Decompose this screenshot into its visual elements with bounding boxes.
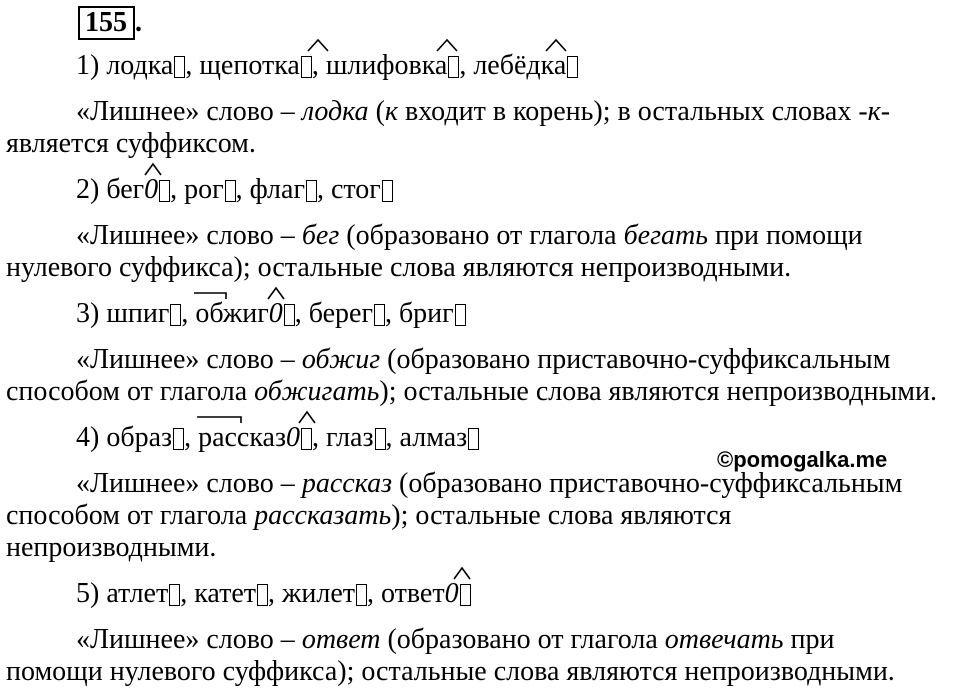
- text: при: [783, 624, 835, 655]
- text: (образовано от глагола: [339, 220, 624, 251]
- group-3-words: [76, 298, 466, 330]
- word-text: , рог: [170, 174, 224, 205]
- word-text: образ: [106, 422, 173, 453]
- group-4-words: [76, 422, 479, 454]
- exercise-number-box: 155: [78, 6, 135, 40]
- group-4-explain-line-1: [76, 468, 902, 500]
- text: (образовано приставочно-суффиксальным: [392, 468, 903, 499]
- odd-word: обжиг: [301, 344, 381, 375]
- word-lodka: [106, 50, 185, 82]
- group-2-explain-line-2: нулевого суффикса); остальные слова являются непроизводными.: [6, 252, 792, 283]
- word-text: , лебёдка: [459, 50, 567, 81]
- zero-suffix: 0: [444, 578, 459, 609]
- text: ); остальные слова являются: [391, 500, 732, 531]
- text: «Лишнее» слово –: [76, 624, 302, 655]
- word-text: , жилет: [268, 578, 355, 609]
- word-text: , алмаз: [385, 422, 468, 453]
- group-1-explain-line-2: является суффиксом.: [6, 128, 256, 159]
- word-shpig: [106, 298, 181, 330]
- word-text: , рассказ: [184, 422, 287, 453]
- odd-word: ответ: [301, 624, 381, 655]
- group-2-num: 2): [76, 174, 100, 205]
- word-obraz: [106, 422, 184, 454]
- text: (образовано приставочно-суффиксальным: [380, 344, 891, 375]
- italic-text: к: [384, 96, 398, 127]
- group-5-explain-line-2: помощи нулевого суффикса); остальные слова являются непроизводными.: [6, 656, 895, 687]
- zero-suffix: 0: [144, 174, 159, 205]
- word-text: , бриг: [384, 298, 454, 329]
- ending-box: [468, 428, 479, 450]
- word-text: , стог: [316, 174, 381, 205]
- ending-box: [306, 180, 317, 202]
- word-text: , обжиг: [181, 298, 269, 329]
- group-4-explain-line-3: непроизводными.: [6, 532, 217, 563]
- word-zhilet: [268, 578, 367, 610]
- ending-box: [225, 180, 236, 202]
- ending-box: [169, 584, 180, 606]
- italic-text: бегать: [623, 220, 708, 251]
- zero-suffix: 0: [286, 422, 301, 453]
- text: ); остальные слова являются непроизводными.: [379, 376, 937, 407]
- exercise-number: [78, 6, 142, 40]
- word-obzhig: [181, 298, 294, 330]
- word-text: , катет: [180, 578, 257, 609]
- word-glaz: [312, 422, 386, 454]
- group-3-num: 3): [76, 298, 100, 329]
- text: «Лишнее» слово –: [76, 220, 302, 251]
- group-1-explain-line-1: [76, 96, 890, 128]
- group-1-num: 1): [76, 50, 100, 81]
- word-text: шпиг: [106, 298, 170, 329]
- word-text: , флаг: [235, 174, 305, 205]
- ending-box: [284, 304, 295, 326]
- italic-text: отвечать: [664, 624, 784, 655]
- text: (образовано от глагола: [380, 624, 665, 655]
- word-text: , щепотка: [185, 50, 300, 81]
- watermark: ©pomogalka.me: [717, 447, 888, 472]
- word-lebyodka: [459, 50, 578, 82]
- ending-box: [382, 180, 393, 202]
- odd-word: лодка: [301, 96, 369, 127]
- ending-box: [448, 56, 459, 78]
- ending-box: [460, 584, 471, 606]
- word-almaz: [386, 422, 480, 454]
- ending-box: [170, 304, 181, 326]
- group-2-words: [76, 174, 393, 206]
- word-rasskaz: [184, 422, 312, 454]
- ending-box: [455, 304, 466, 326]
- italic-text: обжигать: [254, 376, 380, 407]
- group-1-words: [76, 50, 578, 82]
- word-text: лодка: [106, 50, 174, 81]
- exercise-number-dot: .: [135, 7, 142, 38]
- text: при помощи: [707, 220, 863, 251]
- ending-box: [173, 428, 184, 450]
- ending-box: [301, 56, 312, 78]
- odd-word: бег: [301, 220, 340, 251]
- word-text: , шлифовка: [311, 50, 448, 81]
- text: (: [368, 96, 385, 127]
- ending-box: [301, 428, 312, 450]
- group-4-num: 4): [76, 422, 100, 453]
- italic-text: рассказать: [254, 500, 392, 531]
- text: «Лишнее» слово –: [76, 344, 302, 375]
- group-5-explain-line-1: [76, 624, 835, 656]
- word-text: , глаз: [312, 422, 374, 453]
- ending-box: [174, 56, 185, 78]
- group-4-explain-line-2: [6, 500, 731, 532]
- word-stog: [317, 174, 393, 206]
- word-rog: [170, 174, 235, 206]
- word-text: , берег: [294, 298, 373, 329]
- odd-word: рассказ: [301, 468, 392, 499]
- word-flag: [236, 174, 317, 206]
- ending-box: [159, 180, 170, 202]
- text: «Лишнее» слово –: [76, 96, 302, 127]
- ending-box: [257, 584, 268, 606]
- text: способом от глагола: [6, 376, 255, 407]
- group-5-words: [76, 578, 471, 610]
- word-katet: [180, 578, 268, 610]
- word-shchepotka: [185, 50, 311, 82]
- word-text: , ответ: [366, 578, 445, 609]
- word-beg: [106, 174, 170, 206]
- word-bereg: [295, 298, 385, 330]
- word-atlet: [106, 578, 180, 610]
- zero-suffix: 0: [268, 298, 283, 329]
- word-shlifovka: [312, 50, 460, 82]
- ending-box: [374, 304, 385, 326]
- word-text: бег: [106, 174, 145, 205]
- text: «Лишнее» слово –: [76, 468, 302, 499]
- group-3-explain-line-2: [6, 376, 937, 408]
- text: способом от глагола: [6, 500, 255, 531]
- word-brig: [385, 298, 466, 330]
- ending-box: [567, 56, 578, 78]
- ending-box: [375, 428, 386, 450]
- group-2-explain-line-1: [76, 220, 863, 252]
- group-5-num: 5): [76, 578, 100, 609]
- ending-box: [356, 584, 367, 606]
- word-otvet: [367, 578, 471, 610]
- text: входит в корень); в остальных словах: [398, 96, 859, 127]
- group-3-explain-line-1: [76, 344, 890, 376]
- word-text: атлет: [106, 578, 169, 609]
- italic-text: -к-: [858, 96, 891, 127]
